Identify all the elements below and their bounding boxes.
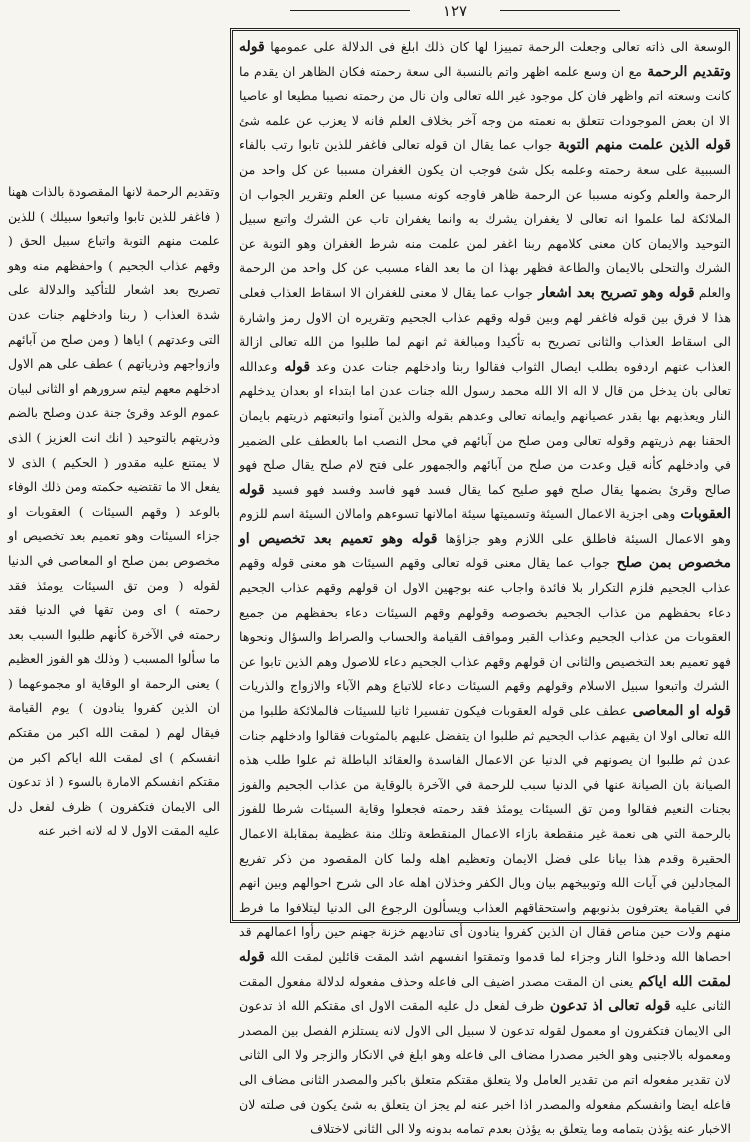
page-number: ١٢٧ (410, 2, 500, 20)
lemma-heading: قوله لمقت الله اياكم (239, 948, 731, 990)
main-paragraph: جواب عما يقال لا معنى للغفران الا اسقاط العذاب فعلى هذا لا فرق بين قوله فاغفر لهم وبين قوله وقهم عذاب الجحيم وتقريره ان الاول رمز واشارة الى اسقاط العذاب والثانى تصريح به تأكيدا ومبالغة ثم انهم لما طلبوا من الله تعالى ازالة العذاب عنهم اردفوه بطلب ايصال الثواب فقالوا ربنا وادخلهم جنات عدن وعد (239, 284, 731, 374)
lemma-heading: قوله تعالى اذ تدعون (544, 998, 671, 1015)
main-paragraph: عطف على قوله العقوبات فيكون تفسيرا ثانيا للسيئات فالملائكة طلبوا من الله تعالى اولا ان يقيهم عذاب الجحيم ثم طلبوا ان يتفضل عليهم بالمثوبات فقالوا وادخلهم جنات عدن ثم طلبوا ان يصونهم في الدنيا عن الاعمال الفاسدة والعقائد الباطلة ثم علوا طلب هذه الصيانة بان الصيانة عنها في الدنيا سبب للرحمة في الآخرة بالوقاية من عذاب الجحيم والفوز بجنات النعيم فقالوا ومن تق السيئات يومئذ فقد رحمته فجعلوا وقاية السيئات شرطا للفوز بالرحمة التي هى نعمة غير منقطعة بازاء الاعمال المنقطعة وتلك منة عظيمة بمقابلة الاعمال الحقيرة وقدم هذا بيانا على فضل الايمان وتعظيم اهله ولما كان المقصود من ذكر تفريع المجادلين في آيات الله وتوبيخهم بيان وبال الكفر وخذلان اهله عاد الى شرح احوالهم وبين انهم في القيامة يعترفون بذنوبهم واستحقاقهم العذاب ويسألون الرجوع الى الدنيا ليتلافوا ما فرط منهم ولات حين مناص فقال ان الذين كفروا ينادون أى تناديهم خزنة جهنم حين رأوا اعمالهم قد احصاها الله ودخلوا النار وجزاء لما قدموا وتمقتوا انفسهم اشد المقت قائلين لمقت الله (239, 703, 732, 964)
lemma-heading: قوله وتقديم الرحمة (239, 39, 732, 80)
lemma-heading: قوله (277, 358, 311, 375)
main-paragraph: وهى اجزية الاعمال السيئة وتسميتها سيئة امالانها تسوءهم وامالان السيئة اسم للزوم وهو الاعمال السيئة فاطلق على اللازم وهو جزاؤها (239, 506, 731, 546)
main-paragraph: الوسعة الى ذاته تعالى وجعلت الرحمة تمييزا لها كان ذلك ابلغ فى الدلالة على عمومها (264, 39, 731, 54)
main-paragraph: جواب عما يقال معنى قوله تعالى وقهم السيئات هو معنى قوله وقهم عذاب الجحيم فلزم التكرار بلا فائدة واجاب عنه بوجهين الاول ان قولهم وقهم عذاب الجحيم دعاء بحفظهم من عذاب الجحيم بخصوصه وقولهم وقهم السيئات دعاء بحفظهم من جميع العقوبات من عذاب الجحيم وعذاب القبر ومواقف القيامة والحساب والصراط والسؤال ونحوها فهو تعميم بعد التخصيص والثانى ان قولهم وقهم عذاب الجحيم دعاء للاصول وهم الذين تابوا عن الشرك واتبعوا سبيل الاسلام وقولهم وقهم السيئات دعاء للاتباع وهم الآباء والازواج والذريات (239, 555, 731, 694)
main-paragraph: جواب عما يقال ان قوله تعالى فاغفر للذين تابوا رتب بالفاء السببية على سعة رحمته وعلمه بكل شئ فوجب ان يكون الغفران مسببا عن كل واحد من الرحمة والعلم وكونه مسببا عن الرحمة ظاهر فاوجه كونه مسببا عن العلم وتقرير الجواب ان الملائكة لما علموا انه تعالى لا يغفران يشرك به وانما يغفران تاب عن الشرك واتبع سبيل التوحيد والايمان كان معنى كلامهم ربنا اغفر لمن علمت منه شرط الغفران وهو التوبة عن الشرك والتحلى بالايمان والطاعة فظهر بهذا ان ما بعد الفاء مسبب عن كل واحد من الرحمة والعلم (239, 137, 731, 300)
main-commentary-frame (230, 28, 740, 1137)
main-paragraph: يعنى ان المقت مصدر اضيف الى فاعله وحذف مفعوله لدلالة مفعول المقت الثانى عليه (239, 973, 731, 1014)
lemma-heading: قوله وهو تصريح بعد اشعار (532, 284, 695, 301)
lemma-heading: قوله العقوبات (239, 481, 731, 523)
main-commentary-text (239, 35, 731, 1142)
main-paragraph: ظرف لفعل دل عليه المقت الاول اى مقتكم الله اذ تدعون الى الايمان فتكفرون او معمول لقوله تدعون لا سبيل الى الاول لانه يستلزم الفصل بين المصدر ومعموله بالاجنبى وهو الخبر مصدرا مضاف الى فاعله وهو ابلغ في الانكار والزجر ولا الى الثانى لان تقدير مفعوله اتم من تقدير العامل ولا يتعلق مقتكم متعلق باكبر والمصدر الثانى مضاف الى فاعله ايضا وانفسكم مفعوله والمصدر اذا اخبر عنه لم يجز ان يتعلق به شئ يكون فى صلته لان الاخبار عنه يؤذن بتمامه وما يتعلق به يؤذن بعدم تمامه بدونه ولا الى الثانى لاختلاف (239, 998, 731, 1137)
lemma-heading: قوله او المعاصى (627, 703, 732, 720)
main-paragraph: وعدالله تعالى بان يدخل من قال لا اله الا الله محمد رسول الله جنات عدن اما ابتداء او بعدان يدخلهم النار ويعذبهم بها بقدر عصيانهم وايمانه تعالى وعدهم بقوله والذين آمنوا واتبعتهم ذريتهم بايمان الحقنا بهم ذريتهم وقوله تعالى ومن صلح من آبائهم في محل النصب اما بالعطف على الضمير في وادخلهم كأنه قيل وعدت من صلح من آبائهم والجمهور على فتح لام صلح يقال صلح فهو صالح وقرئ بضمها يقال صلح فهو صليح كما يقال فسد فهو فاسد وفسد فهو فسيد (239, 358, 731, 497)
lemma-heading: قوله الذين علمت منهم التوبة (552, 137, 732, 154)
margin-paragraph: وتقديم الرحمة لانها المقصودة بالذات ههنا ( فاغفر للذين تابوا واتبعوا سبيلك ) للذين علمت منهم التوبة واتباع سبيل الحق ( وقهم عذاب الجحيم ) واحفظهم منه وهو تصريح بعد اشعار للتأكيد والدلالة على شدة العذاب ( ربنا وادخلهم جنات عدن التى وعدتهم ) اياها ( ومن صلح من آبائهم وازواجهم وذرياتهم ) عطف على هم الاول ادخلهم معهم ليتم سرورهم او الثانى لبيان عموم الوعد وقرئ جنة عدن وصلح بالضم وذريتهم بالتوحيد ( انك انت العزيز ) الذى لا يمتنع عليه مقدور ( الحكيم ) الذى لا يفعل الا ما تقتضيه حكمته ومن ذلك الوفاء بالوعد ( وقهم السيئات ) العقوبات او جزاء السيئات وهو تعميم بعد تخصيص او مخصوص بمن صلح او المعاصى في الدنيا لقوله ( ومن تق السيئات يومئذ فقد رحمته ) اى ومن تقها في الدنيا فقد رحمته في الآخرة كأنهم طلبوا السبب بعد ما سألوا المسبب ( وذلك هو الفوز العظيم ) يعنى الرحمة او الوقاية او مجموعهما ( ان الذين كفروا ينادون ) يوم القيامة فيقال لهم ( لمقت الله اكبر من مقتكم انفسكم ) اى لمقت الله اياكم اكبر من مقتكم انفسكم الامارة بالسوء ( اذ تدعون الى الايمان فتكفرون ) ظرف لفعل دل عليه المقت الاول لا له لانه اخبر عنه (8, 184, 220, 839)
lemma-heading: قوله وهو تعميم بعد تخصيص او مخصوص بمن صلح (239, 530, 732, 572)
margin-base-text (8, 180, 220, 839)
main-paragraph: مع ان وسع علمه اظهر واتم بالنسبة الى سعة رحمته فكان الظاهر ان يقدم ما كانت وسعته اتم واظهر فان كل موجود غير الله تعالى وان نال من رحمته نصيبا مطيعا او عاصيا الا ان بعض الموجودات تتعلق به نعمته من وجه آخر بخلاف العلم فانه لا يعزب عن علمه شئ (239, 63, 731, 128)
